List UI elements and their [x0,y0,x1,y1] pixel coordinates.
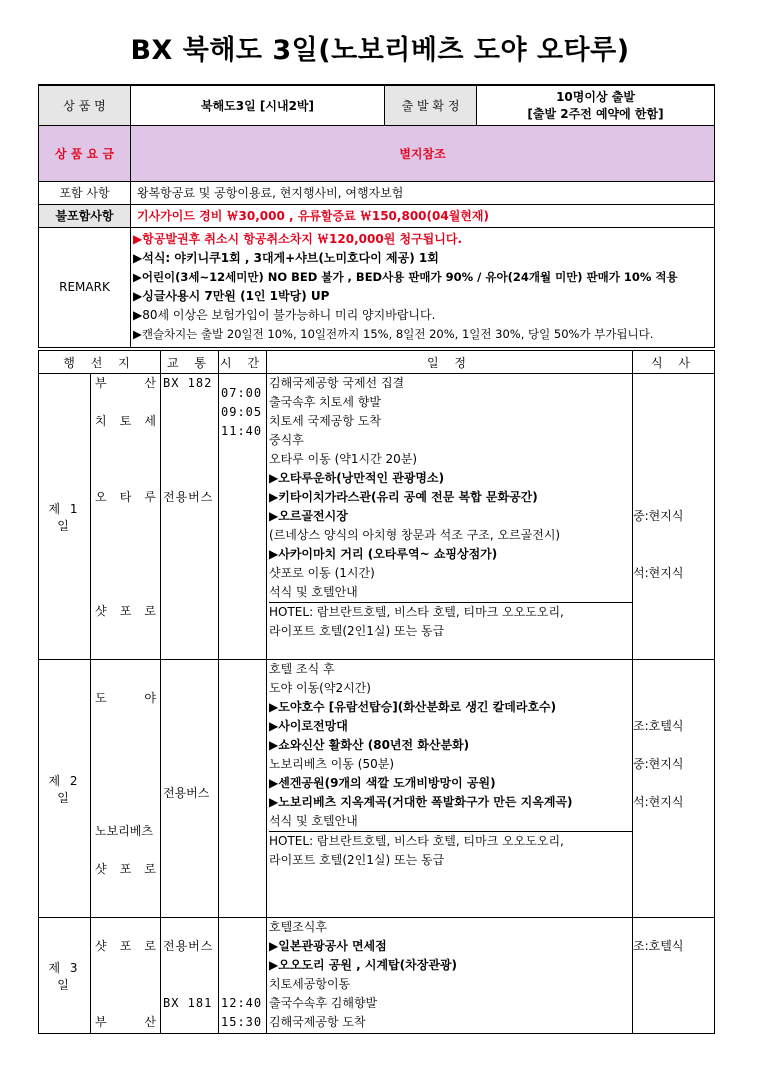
transport-item [163,1013,218,1032]
schedule-item: ▶쇼와신산 활화산 (80년전 화산분화) [269,738,470,752]
hotel-info: HOTEL: 람브란트호텔, 비스타 호텔, 티마크 오오도오리, [269,605,564,619]
meal-item: 중:현지식 [633,757,684,771]
meal-item [633,393,714,412]
day-2-route [91,660,161,918]
schedule-item: 김해국제공항 도착 [269,1015,366,1029]
route-stop: 오 타 루 [95,490,156,504]
day-2-transport [161,660,219,918]
transport-item: 전용버스 [163,786,210,800]
meal-item [633,812,714,831]
route-stop [91,994,160,1013]
meal-item [633,602,714,621]
route-stop [91,469,160,488]
time-item [221,975,266,994]
day-1-label: 제 1 일 [39,374,91,660]
departure-value [477,85,715,125]
header-transport: 교 통 [161,351,219,374]
day-3-route [91,918,161,1034]
hotel-info: 라이포트 호텔(2인1실) 또는 동급 [269,853,445,867]
day-1-route [91,374,161,660]
meal-item [633,994,714,1013]
route-stop [91,708,160,727]
remark-item: ▶어린이(3세~12세미만) NO BED 불가 , BED사용 판매가 90% / 유아(24개월 미만) 판매가 10% 적용 [133,270,678,284]
route-stop: 샷 포 로 [95,604,156,618]
time-item: 11:40 [221,424,263,438]
route-stop [91,841,160,860]
transport-item [163,412,218,431]
included-value: 왕복항공료 및 공항이용료, 현지행사비, 여행자보험 [131,181,715,204]
transport-item [163,450,218,469]
schedule-item: ▶노보리베츠 지옥계곡(거대한 폭발화구가 만든 지옥계곡) [269,795,573,809]
departure-line-1: 10명이상 출발 [556,90,635,105]
transport-item [163,918,218,937]
schedule-item: ▶센겐공원(9개의 색깔 도개비방망이 공원) [269,776,496,790]
transport-item [163,765,218,784]
schedule-item: ▶사카이마치 거리 (오타루역~ 쇼핑상점가) [269,547,498,561]
time-item [221,918,266,937]
meal-item [633,469,714,488]
schedule-item: ▶사이로전망대 [269,719,348,733]
day-3-schedule [267,918,633,1034]
schedule-item: 출국수속후 김해향발 [269,996,378,1010]
departure-line-2: [출발 2주전 예약에 한함] [527,107,664,122]
day-3-time [219,918,267,1034]
meal-item [633,526,714,545]
meal-item [633,450,714,469]
transport-item [163,469,218,488]
meal-item [633,736,714,755]
route-stop [91,918,160,937]
transport-item: 전용버스 [163,939,214,953]
excluded-value: 기사가이드 경비 ￦30,000 , 유류할증료 ￦150,800(04월현재) [131,204,715,227]
meal-item: 석:현지식 [633,566,684,580]
day-1-schedule [267,374,633,660]
day-1-time [219,374,267,660]
transport-item: 전용버스 [163,490,214,504]
schedule-item: 석식 및 호텔안내 [269,585,358,599]
meal-item [633,918,714,937]
route-stop [91,526,160,545]
time-item: 15:30 [221,1015,263,1029]
route-stop: 치 토 세 [95,414,156,428]
schedule-item: 노보리베츠 이동 (50분) [269,757,394,771]
meal-item: 중:현지식 [633,509,684,523]
header-schedule: 일 정 [267,351,633,374]
product-info-table [38,84,715,348]
route-stop: 도 야 [95,691,156,705]
schedule-item: 샷포로 이동 (1시간) [269,566,375,580]
meal-item [633,850,714,869]
schedule-item: 치토세공항이동 [269,977,351,991]
route-stop: 부 산 [95,376,156,390]
schedule-item: ▶도야호수 [유람선탑승](화산분화로 생긴 칼데라호수) [269,700,557,714]
route-stop [91,431,160,450]
day-3-label: 제 3 일 [39,918,91,1034]
schedule-item: 도야 이동(약2시간) [269,681,371,695]
route-stop: 샷 포 로 [95,862,156,876]
route-stop [91,450,160,469]
remark-item: ▶석식: 야키니쿠1회 , 3대게+샤브(노미호다이 제공) 1회 [133,251,439,265]
meal-item [633,975,714,994]
route-stop [91,670,160,689]
schedule-item: 호텔 조식 후 [269,662,335,676]
transport-item [163,956,218,975]
transport-item: BX 181 [163,996,213,1010]
header-time: 시 간 [219,351,267,374]
remark-item: ▶싱글사용시 7만원 (1인 1박당) UP [133,289,330,303]
meal-item [633,774,714,793]
schedule-item: ▶오오도리 공원 , 시계탑(차장관광) [269,958,457,972]
day-2-time [219,660,267,918]
header-destination: 행 선 지 [39,351,161,374]
meal-item [633,488,714,507]
day-1-row [39,374,715,660]
schedule-item: (르네상스 양식의 아치형 창문과 석조 구조, 오르골전시) [269,528,561,542]
time-item: 07:00 [221,386,263,400]
schedule-item: 치토세 국제공항 도착 [269,414,381,428]
included-label: 포함 사항 [39,181,131,204]
route-stop [91,583,160,602]
transport-item [163,393,218,412]
product-name-label: 상 품 명 [39,85,131,125]
hotel-info: HOTEL: 람브란트호텔, 비스타 호텔, 티마크 오오도오리, [269,834,564,848]
meal-item [633,1013,714,1032]
route-stop [91,621,160,640]
route-stop [91,564,160,583]
hotel-info: 라이포트 호텔(2인1실) 또는 동급 [269,624,445,638]
day-2-meals [633,660,715,918]
meal-item [633,431,714,450]
meal-item [633,660,714,679]
transport-item: BX 182 [163,376,213,390]
route-stop [91,640,160,659]
remark-item: ▶캔슬차지는 출발 20일전 10%, 10일전까지 15%, 8일전 20%, 1일전 30%, 당일 50%가 부가됩니다. [133,327,654,341]
time-item: 12:40 [221,996,263,1010]
schedule-item: ▶오타루운하(낭만적인 관광명소) [269,471,445,485]
transport-item [163,708,218,727]
day-2-row [39,660,715,918]
header-meals: 식 사 [633,351,715,374]
route-stop [91,545,160,564]
meal-item [633,374,714,393]
route-stop [91,765,160,784]
route-stop: 노보리베츠 [95,824,153,838]
route-stop: 샷 포 로 [95,939,156,953]
remark-item: ▶80세 이상은 보험가입이 불가능하니 미리 양지바랍니다. [133,308,436,322]
route-stop [91,879,160,898]
route-stop [91,746,160,765]
meal-item [633,831,714,850]
schedule-item: 김해국제공항 국제선 집결 [269,376,405,390]
remark-item: ▶항공발권후 취소시 항공취소차지 ￦120,000원 청구됩니다. [133,232,462,246]
schedule-item: ▶키타이치가라스관(유리 공예 전문 복합 문화공간) [269,490,538,504]
time-item [221,956,266,975]
schedule-item: 석식 및 호텔안내 [269,814,358,828]
route-stop: 부 산 [95,1015,156,1029]
meal-item [633,545,714,564]
departure-label: 출 발 확 정 [385,85,477,125]
day-3-row [39,918,715,1034]
route-stop [91,898,160,917]
day-2-schedule [267,660,633,918]
transport-item [163,975,218,994]
remark-label: REMARK [39,227,131,347]
schedule-item: ▶일본관광공사 면세점 [269,939,387,953]
transport-item [163,431,218,450]
document-title: BX 북해도 3일(노보리베츠 도야 오타루) [130,35,630,66]
price-label: 상 품 요 금 [39,125,131,181]
transport-item [163,727,218,746]
day-1-meals [633,374,715,660]
excluded-label: 불포함사항 [39,204,131,227]
meal-item [633,679,714,698]
day-1-transport [161,374,219,660]
meal-item [633,621,714,640]
schedule-item: 오타루 이동 (약1시간 20분) [269,452,418,466]
price-value: 별지참조 [131,125,715,181]
transport-item [163,746,218,765]
route-stop [91,507,160,526]
schedule-item: 출국속후 치토세 향발 [269,395,381,409]
meal-item: 조:호텔식 [633,719,684,733]
remark-list [131,227,715,347]
meal-item [633,412,714,431]
route-stop [91,393,160,412]
day-3-meals [633,918,715,1034]
product-name-value: 북해도3일 [시내2박] [131,85,385,125]
meal-item: 석:현지식 [633,795,684,809]
itinerary-table [38,350,715,1034]
route-stop [91,727,160,746]
meal-item [633,956,714,975]
day-2-label: 제 2 일 [39,660,91,918]
day-3-transport [161,918,219,1034]
meal-item [633,583,714,602]
route-stop [91,803,160,822]
schedule-item: 중식후 [269,433,304,447]
route-stop [91,784,160,803]
schedule-item: ▶오르골전시장 [269,509,348,523]
time-item [221,937,266,956]
route-stop [91,975,160,994]
time-item: 09:05 [221,405,263,419]
meal-item: 조:호텔식 [633,939,684,953]
schedule-item: 호텔조식후 [269,920,327,934]
route-stop [91,956,160,975]
transport-item [163,689,218,708]
transport-item [163,670,218,689]
meal-item [633,698,714,717]
